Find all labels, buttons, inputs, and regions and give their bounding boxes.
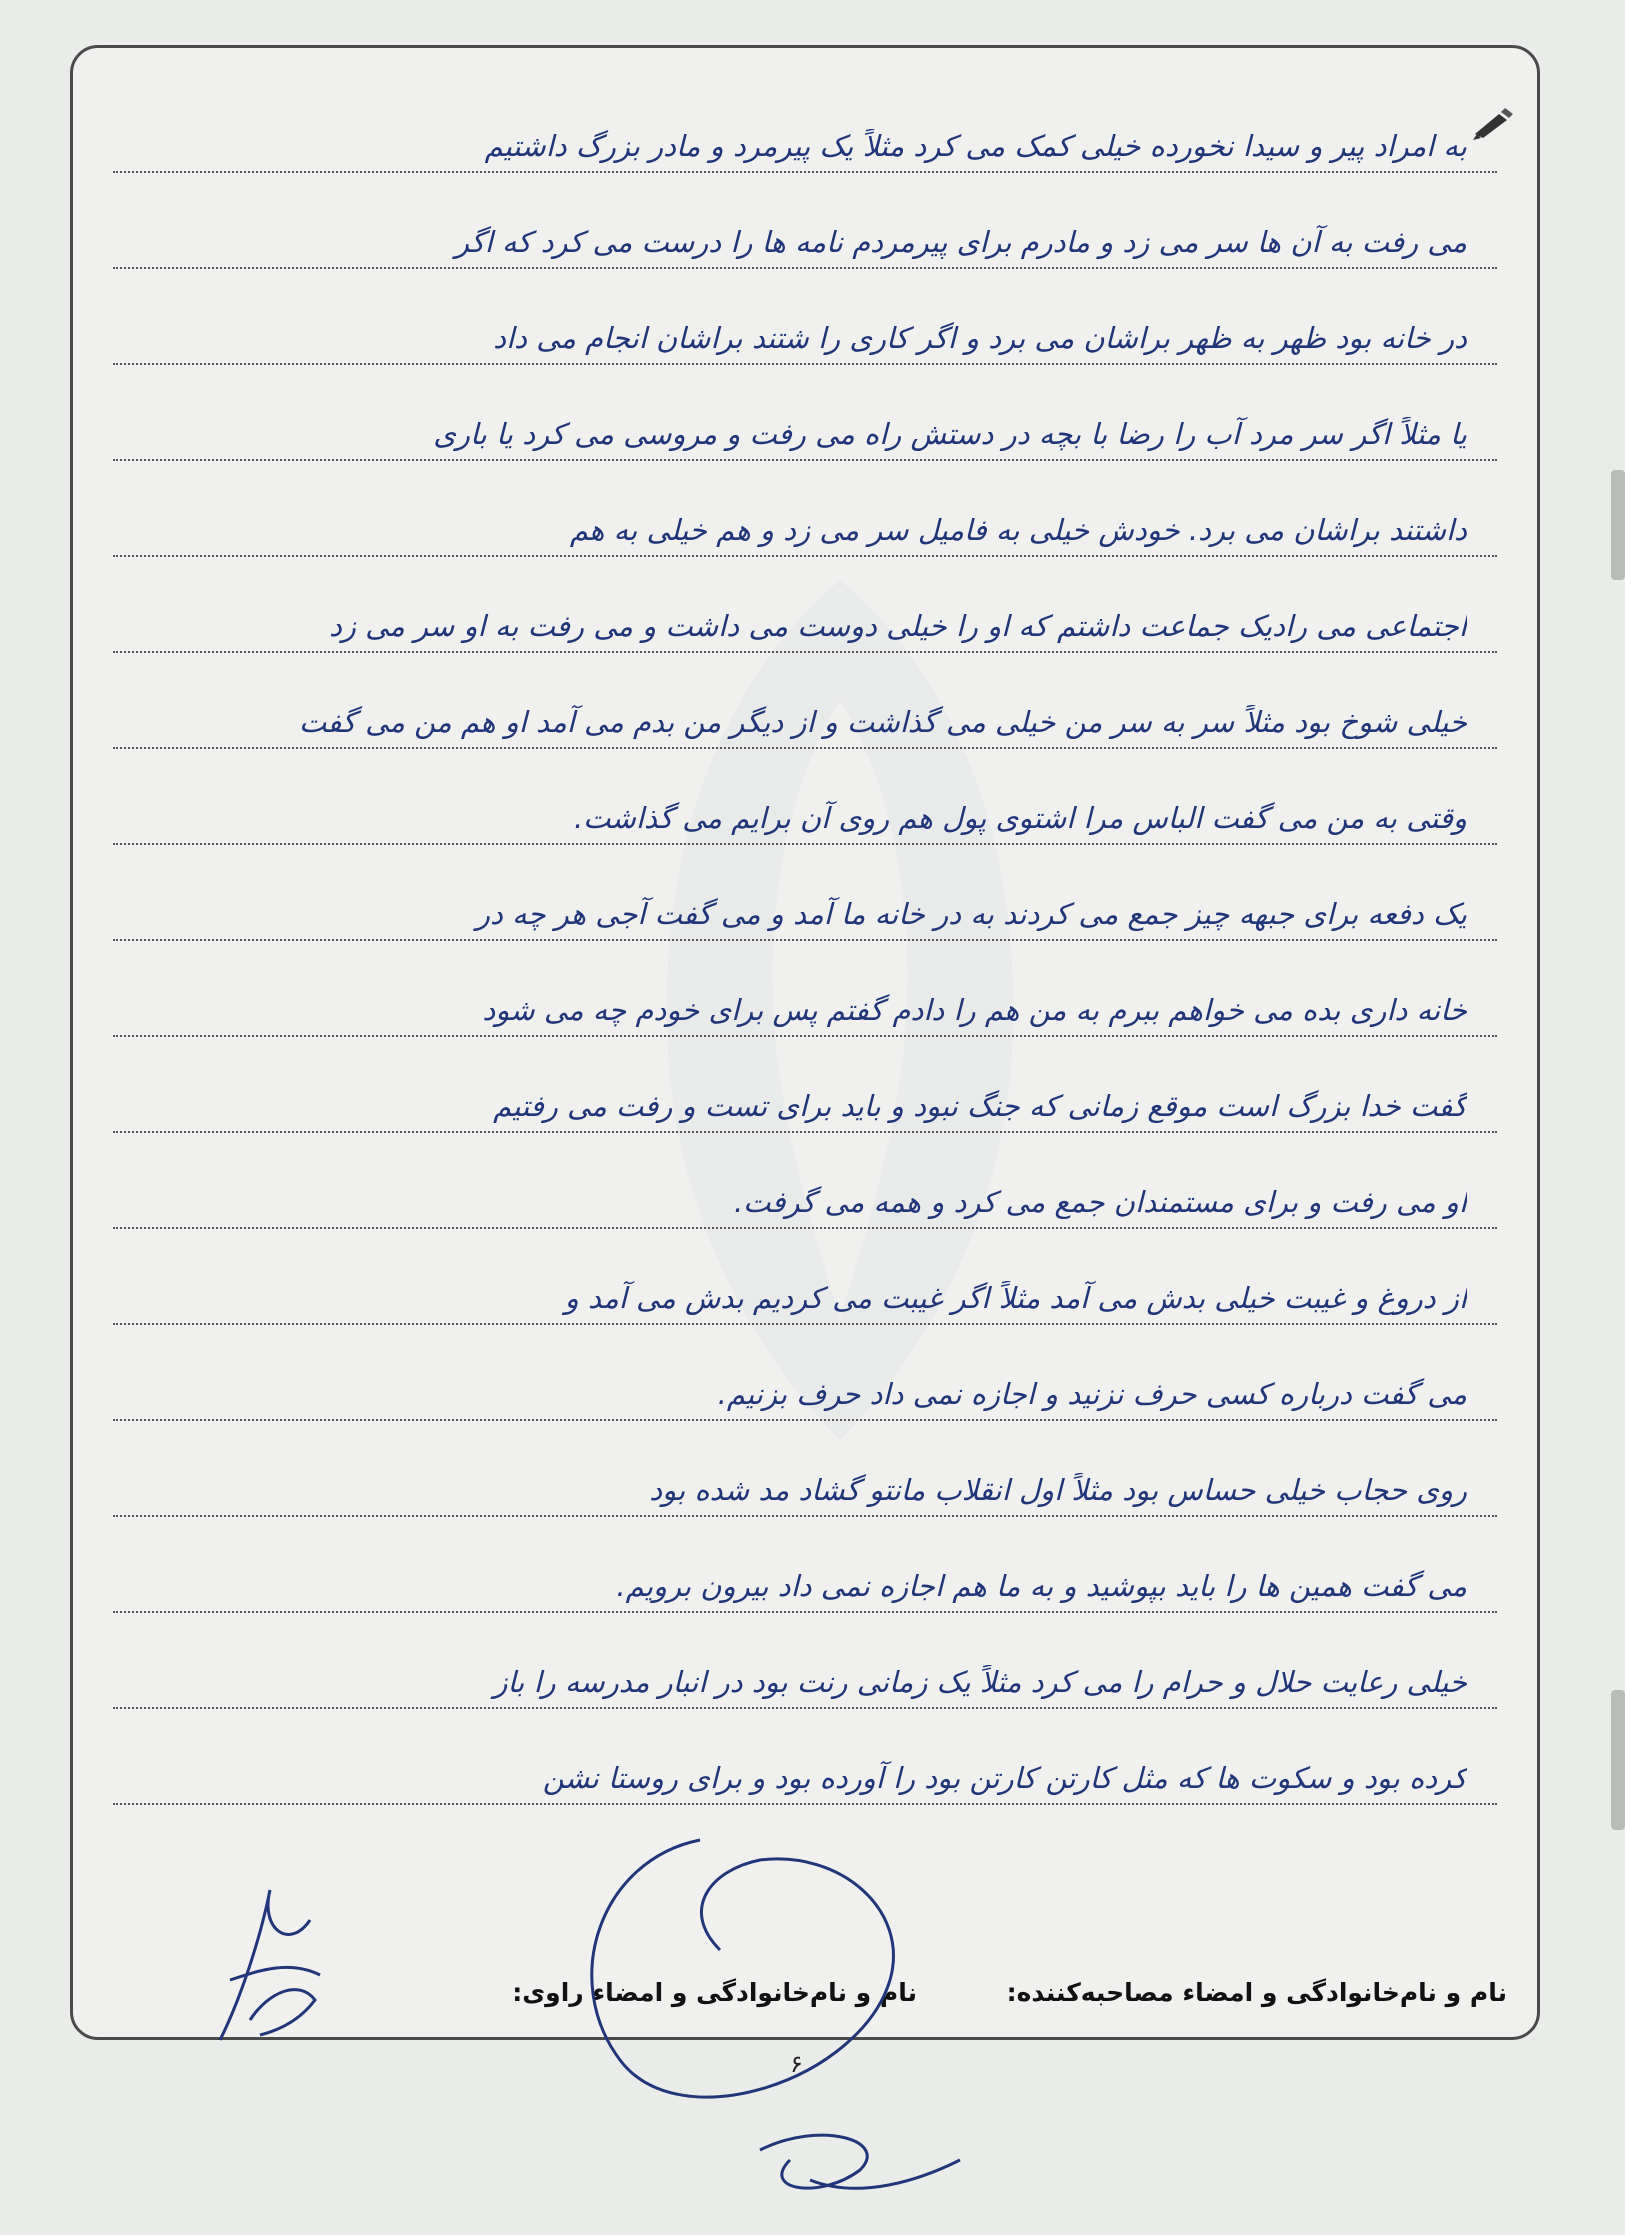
handwritten-line: خانه داری بده می خواهم ببرم به من هم را دادم گفتم پس برای خودم چه می شود	[113, 947, 1497, 1037]
edge-mark	[1611, 1690, 1625, 1830]
interviewer-signature-label: نام و نام‌خانوادگی و امضاء مصاحبه‌کننده:	[1006, 1978, 1507, 2007]
handwritten-line: داشتند براشان می برد. خودش خیلی به فامیل سر می زد و هم خیلی به هم	[113, 467, 1497, 557]
handwritten-line: اجتماعی می رادیک جماعت داشتم که او را خیلی دوست می داشت و می رفت به او سر می زد	[113, 563, 1497, 653]
handwritten-line: در خانه بود ظهر به ظهر براشان می برد و اگر کاری را شتند براشان انجام می داد	[113, 275, 1497, 365]
handwritten-line: روی حجاب خیلی حساس بود مثلاً اول انقلاب مانتو گشاد مد شده بود	[113, 1427, 1497, 1517]
handwritten-line: از دروغ و غیبت خیلی بدش می آمد مثلاً اگر غیبت می کردیم بدش می آمد و	[113, 1235, 1497, 1325]
handwritten-line: یک دفعه برای جبهه چیز جمع می کردند به در خانه ما آمد و می گفت آجی هر چه در	[113, 851, 1497, 941]
signature-scribble-icon	[200, 1880, 330, 2050]
scribble-loop-icon	[560, 1820, 980, 2220]
handwritten-line: کرده بود و سکوت ها که مثل کارتن کارتن بود را آورده بود و برای روستا نشن	[113, 1715, 1497, 1805]
edge-mark	[1611, 470, 1625, 580]
handwritten-line: گفت خدا بزرگ است موقع زمانی که جنگ نبود و باید برای تست و رفت می رفتیم	[113, 1043, 1497, 1133]
page-frame	[70, 45, 1540, 2040]
handwritten-line: وقتی به من می گفت الباس مرا اشتوی پول هم روی آن برایم می گذاشت.	[113, 755, 1497, 845]
handwritten-line: خیلی رعایت حلال و حرام را می کرد مثلاً یک زمانی رنت بود در انبار مدرسه را باز	[113, 1619, 1497, 1709]
handwritten-line: به امراد پیر و سیدا نخورده خیلی کمک می کرد مثلاً یک پیرمرد و مادر بزرگ داشتیم	[113, 83, 1497, 173]
handwritten-line: او می رفت و برای مستمندان جمع می کرد و همه می گرفت.	[113, 1139, 1497, 1229]
handwritten-line: می گفت همین ها را باید بپوشید و به ما هم اجازه نمی داد بیرون برویم.	[113, 1523, 1497, 1613]
handwritten-line: می گفت درباره کسی حرف نزنید و اجازه نمی داد حرف بزنیم.	[113, 1331, 1497, 1421]
narrator-signature-label: نام و نام‌خانوادگی و امضاء راوی:	[512, 1978, 917, 2007]
text-lines	[73, 48, 1537, 2037]
handwritten-line: یا مثلاً اگر سر مرد آب را رضا با بچه در دستش راه می رفت و مروسی می کرد یا باری	[113, 371, 1497, 461]
page-number: ۶	[790, 2050, 803, 2078]
handwritten-line: می رفت به آن ها سر می زد و مادرم برای پیرمردم نامه ها را درست می کرد که اگر	[113, 179, 1497, 269]
handwritten-line: خیلی شوخ بود مثلاً سر به سر من خیلی می گذاشت و از دیگر من بدم می آمد او هم من می گفت	[113, 659, 1497, 749]
